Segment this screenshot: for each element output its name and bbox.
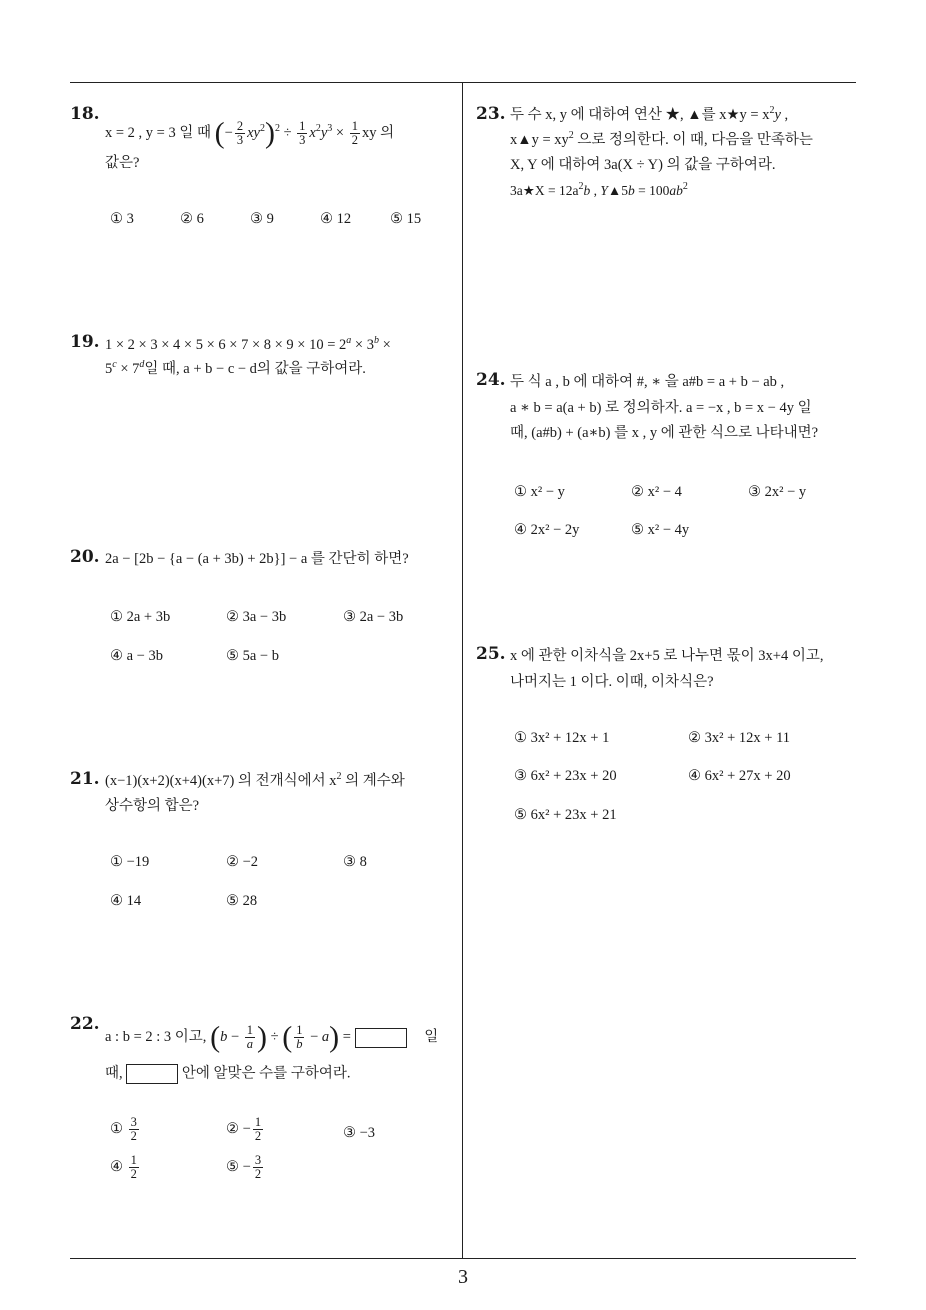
q24-option-3[interactable]: ③ 2x² − y (748, 484, 807, 500)
question-23-line2: x▲y = $xy^2$ 으로 정의한다. 이 때, 다음을 만족하는 (510, 130, 813, 148)
column-divider (462, 83, 463, 1258)
q18-option-3[interactable]: ③ 9 (250, 211, 274, 227)
q24-option-1[interactable]: ① x² − y (514, 484, 565, 500)
question-22-number: 22. (70, 1014, 100, 1034)
q18-option-1[interactable]: ① 3 (110, 211, 134, 227)
q24-option-5[interactable]: ⑤ x² − 4y (631, 522, 690, 538)
q21-option-2[interactable]: ② −2 (226, 854, 259, 870)
q18-option-4[interactable]: ④ 12 (320, 211, 352, 227)
question-21-number: 21. (70, 769, 100, 789)
question-22-line2: 때, 안에 알맞은 수를 구하여라. (105, 1064, 350, 1084)
question-22-line1: a : b = 2 : 3 이고, (b − $\frac{1}{a}$ ) ÷ ( $\frac{1}{b}$ − a) = 일 (105, 1020, 439, 1054)
q21-option-3[interactable]: ③ 8 (343, 854, 367, 870)
q25-option-5[interactable]: ⑤ 6x² + 23x + 21 (514, 807, 617, 823)
q21-option-5[interactable]: ⑤ 28 (226, 893, 258, 909)
q20-option-2[interactable]: ② 3a − 3b (226, 609, 287, 625)
question-19-line1: $1 \times 2 \times 3 \times 4 \times 5 \times 6 \times 7 \times 8 \times 9 \times 10 = 2^a \times 3^b$ × (105, 335, 391, 353)
question-23-number: 23. (476, 104, 506, 124)
q20-option-1[interactable]: ① 2a + 3b (110, 609, 171, 625)
q22-option-3[interactable]: ③ −3 (343, 1125, 376, 1141)
q20-option-5[interactable]: ⑤ 5a − b (226, 648, 279, 664)
q20-option-3[interactable]: ③ 2a − 3b (343, 609, 404, 625)
question-19-line2: $5^c \times 7^d$일 때, a + b − c − d의 값을 구하여라. (105, 359, 366, 377)
question-19-number: 19. (70, 332, 100, 352)
q21-option-1[interactable]: ① −19 (110, 854, 150, 870)
q21-option-4[interactable]: ④ 14 (110, 893, 142, 909)
q18-frac-a: $\frac{2}{3}$ (236, 119, 244, 147)
q25-option-3[interactable]: ③ 6x² + 23x + 20 (514, 768, 617, 784)
question-23-line1: 두 수 x, y 에 대하여 연산 ★, ▲를 x★y = $x^2y$ , (510, 105, 789, 123)
question-21-line2: 상수항의 합은? (105, 798, 200, 814)
question-18-number: 18. (70, 104, 100, 124)
question-18-line1: x = 2 , y = 3 일 때 (− $\frac{2}{3}$ $xy^2)^2$ ÷ $\frac{1}{3}$ $x^2y^3$ × $\frac{1}{2}$ xy 의 (105, 116, 395, 150)
q18-frac-c: $\frac{1}{2}$ (351, 119, 358, 147)
question-23-line3: X, Y 에 대하여 3a(X ÷ Y) 의 값을 구하여라. (510, 157, 776, 173)
question-20-number: 20. (70, 547, 100, 567)
question-24-line1: 두 식 a , b 에 대하여 #, ∗ 을 a#b = a + b − ab , (510, 374, 785, 390)
question-25-line1: x 에 관한 이차식을 2x+5 로 나누면 몫이 3x+4 이고, (510, 648, 824, 664)
question-23-line4: 3a★X = $12a^2b$ , Y▲5b = $100ab^2$ (510, 181, 688, 198)
question-25-number: 25. (476, 644, 506, 664)
question-20-line1: 2a − [2b − {a − (a + 3b) + 2b}] − a 를 간단히 하면? (105, 551, 409, 567)
page-number: 3 (458, 1266, 468, 1288)
q24-option-4[interactable]: ④ 2x² − 2y (514, 522, 580, 538)
q22-option-4[interactable]: ④ $\frac{1}{2}$ (110, 1153, 137, 1181)
answer-blank-box[interactable] (355, 1028, 407, 1048)
question-24-line2: a ∗ b = a(a + b) 로 정의하자. a = −x , b = x − 4y 일 (510, 400, 812, 416)
question-24-line3: 때, (a#b) + (a∗b) 를 x , y 에 관한 식으로 나타내면? (510, 425, 819, 441)
q18-frac-b: $\frac{1}{3}$ (299, 119, 306, 147)
q22-option-5[interactable]: ⑤ − $\frac{3}{2}$ (226, 1153, 262, 1181)
q18-prefix: x = 2 , y = 3 일 때 (105, 124, 211, 141)
top-rule (70, 82, 856, 83)
question-25-line2: 나머지는 1 이다. 이때, 이차식은? (510, 674, 714, 690)
question-21-line1: (x−1)(x+2)(x+4)(x+7) 의 전개식에서 $x^2$ 의 계수와 (105, 771, 405, 789)
q24-option-2[interactable]: ② x² − 4 (631, 484, 682, 500)
q25-option-4[interactable]: ④ 6x² + 27x + 20 (688, 768, 791, 784)
q20-option-4[interactable]: ④ a − 3b (110, 648, 163, 664)
answer-blank-box-2[interactable] (126, 1064, 178, 1084)
question-18-line2: 값은? (105, 155, 140, 171)
q18-option-2[interactable]: ② 6 (180, 211, 204, 227)
q22-option-1[interactable]: ① $\frac{3}{2}$ (110, 1115, 137, 1143)
bottom-rule (70, 1258, 856, 1259)
q25-option-2[interactable]: ② 3x² + 12x + 11 (688, 730, 791, 746)
q22-option-2[interactable]: ② − $\frac{1}{2}$ (226, 1115, 262, 1143)
question-24-number: 24. (476, 370, 506, 390)
q18-option-5[interactable]: ⑤ 15 (390, 211, 422, 227)
q25-option-1[interactable]: ① 3x² + 12x + 1 (514, 730, 610, 746)
